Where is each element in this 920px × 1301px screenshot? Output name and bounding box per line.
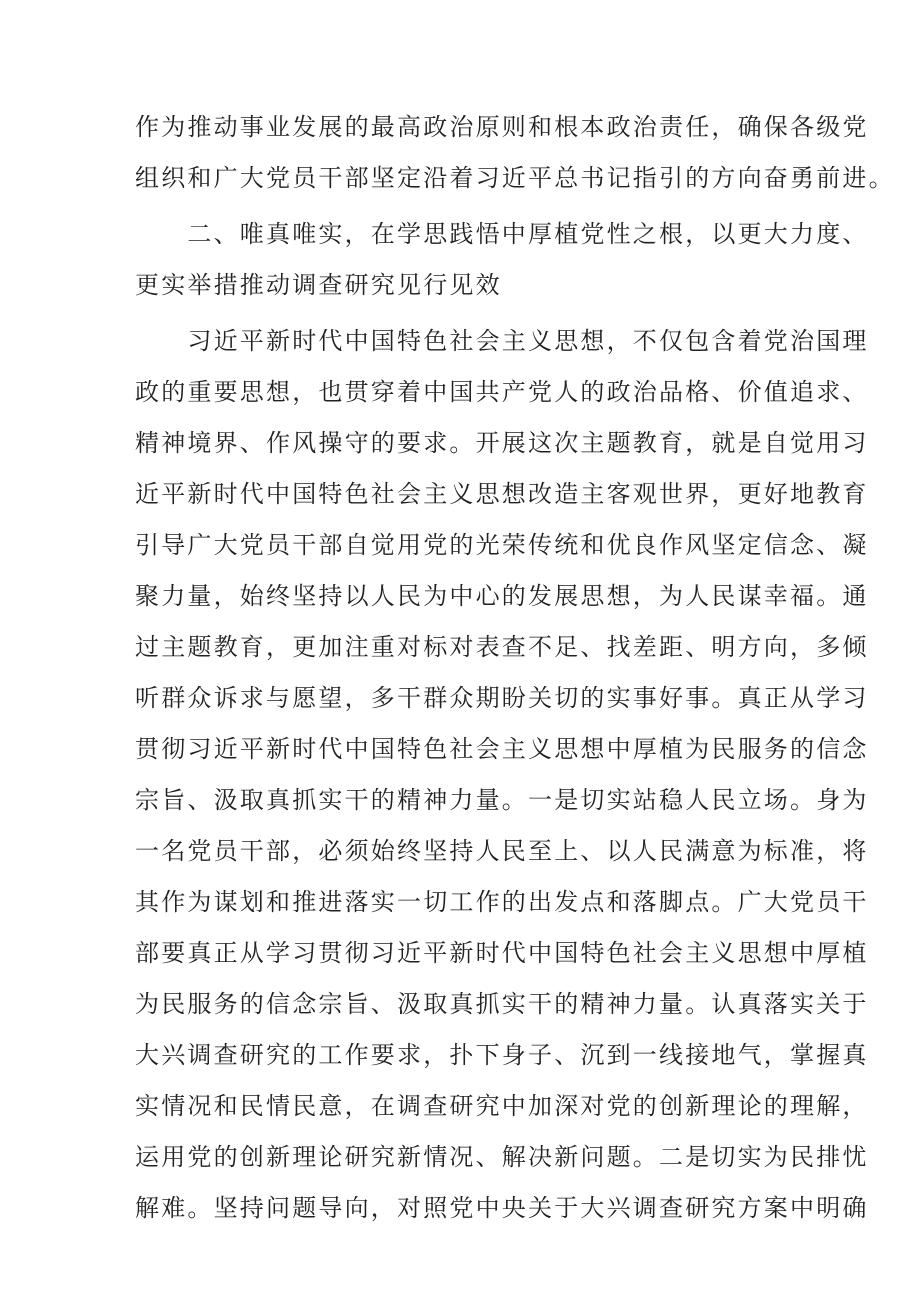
text-line: 运用党的创新理论研究新情况、解决新问题。二是切实为民排忧	[135, 1143, 869, 1171]
text-line: 一名党员干部，必须始终坚持人民至上、以人民满意为标准，将	[135, 837, 869, 865]
document-body	[135, 102, 895, 1234]
heading-line: 更实举措推动调查研究见行见效	[135, 271, 502, 299]
text-line: 习近平新时代中国特色社会主义思想，不仅包含着党治国理	[135, 327, 869, 355]
text-line: 大兴调查研究的工作要求，扑下身子、沉到一线接地气，掌握真	[135, 1041, 869, 1069]
text-line: 组织和广大党员干部坚定沿着习近平总书记指引的方向奋勇前进。	[135, 164, 895, 192]
paragraph-continuation	[135, 102, 895, 204]
text-line: 宗旨、汲取真抓实干的精神力量。一是切实站稳人民立场。身为	[135, 786, 869, 814]
text-line: 聚力量，始终坚持以人民为中心的发展思想，为人民谋幸福。通	[135, 582, 869, 610]
body-paragraph	[135, 316, 869, 1234]
text-line: 近平新时代中国特色社会主义思想改造主客观世界，更好地教育	[135, 480, 869, 508]
text-line: 过主题教育，更加注重对标对表查不足、找差距、明方向，多倾	[135, 633, 869, 661]
text-line: 贯彻习近平新时代中国特色社会主义思想中厚植为民服务的信念	[135, 735, 869, 763]
text-line: 精神境界、作风操守的要求。开展这次主题教育，就是自觉用习	[135, 429, 869, 457]
text-line: 听群众诉求与愿望，多干群众期盼关切的实事好事。真正从学习	[135, 684, 869, 712]
text-line: 作为推动事业发展的最高政治原则和根本政治责任，确保各级党	[135, 113, 869, 141]
heading-line: 二、唯真唯实，在学思践悟中厚植党性之根，以更大力度、	[135, 220, 869, 248]
text-line: 其作为谋划和推进落实一切工作的出发点和落脚点。广大党员干	[135, 888, 869, 916]
text-line: 部要真正从学习贯彻习近平新时代中国特色社会主义思想中厚植	[135, 939, 869, 967]
text-line: 政的重要思想，也贯穿着中国共产党人的政治品格、价值追求、	[135, 378, 869, 406]
text-line: 解难。坚持问题导向，对照党中央关于大兴调查研究方案中明确	[135, 1194, 869, 1222]
text-line: 实情况和民情民意，在调查研究中加深对党的创新理论的理解，	[135, 1092, 869, 1120]
text-line: 为民服务的信念宗旨、汲取真抓实干的精神力量。认真落实关于	[135, 990, 869, 1018]
section-heading	[135, 209, 869, 311]
text-line: 引导广大党员干部自觉用党的光荣传统和优良作风坚定信念、凝	[135, 531, 869, 559]
